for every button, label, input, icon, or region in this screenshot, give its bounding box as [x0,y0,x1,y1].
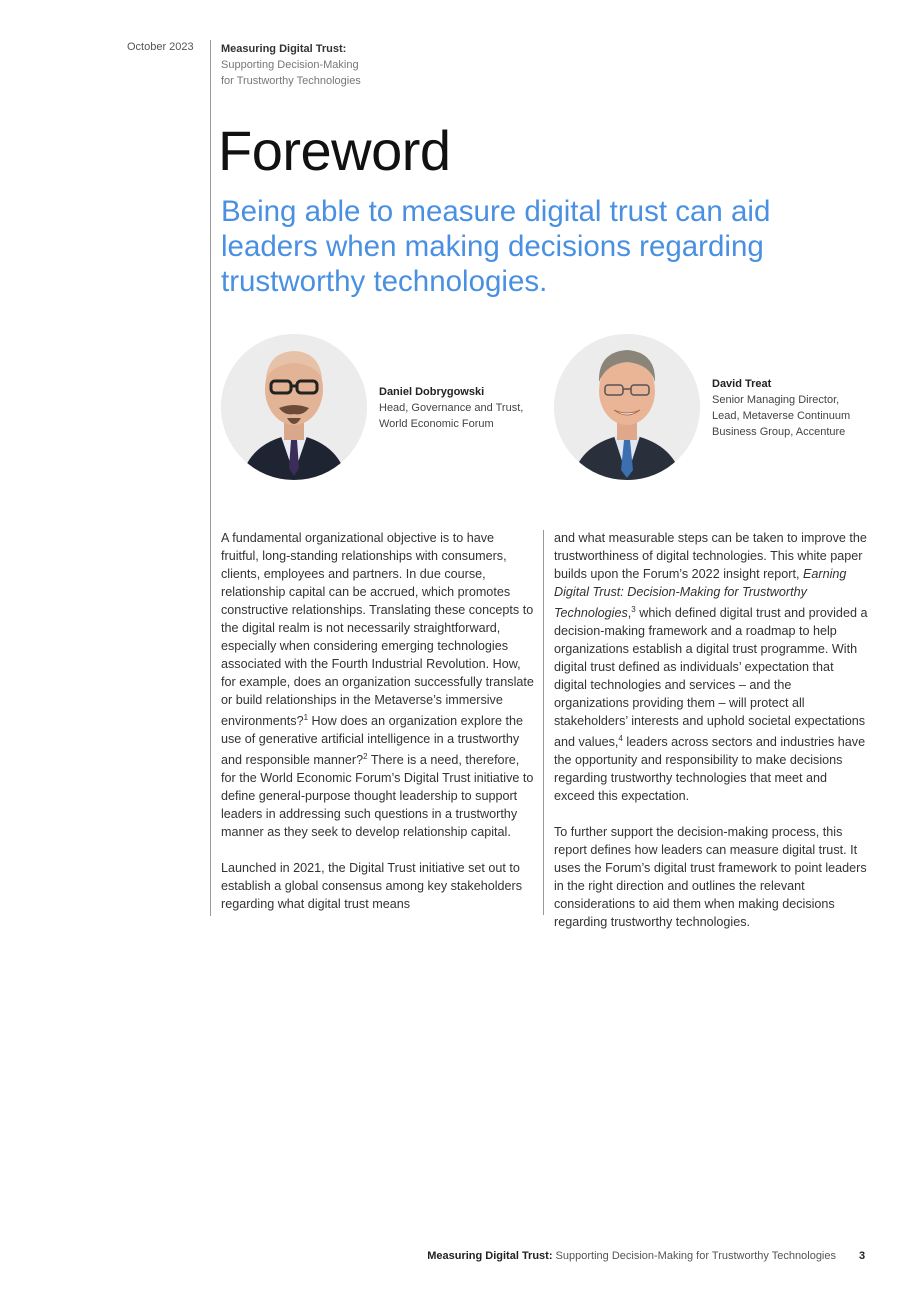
footer-title-bold: Measuring Digital Trust: [427,1250,553,1262]
person-name: David Treat [712,378,772,390]
person-role-line2: Lead, Metaverse Continuum [712,410,851,422]
portrait-daniel-dobrygowski [221,334,367,480]
header-subtitle-line1: Supporting Decision-Making [221,59,359,71]
paragraph: To further support the decision-making process, this report defines how leaders can measure digital trust. It uses the Forum’s digital trust framework to point leaders in the right direction and outlines the relevant considerations to aid them when making decisions regarding trustworthy technologies. [554,825,867,930]
subheading: Being able to measure digital trust can aid leaders when making decisions regarding trustworthy technologies. [221,195,771,298]
footnote-ref: 1 [303,713,309,722]
page-title: Foreword [218,119,451,182]
header-title-bold: Measuring Digital Trust: [221,43,347,55]
footer-title-rest: Supporting Decision-Making for Trustworthy Technologies [552,1250,836,1262]
person-role-line1: Senior Managing Director, [712,394,840,406]
paragraph-text: How does an organization explore the use of generative artificial intelligence in a trustworthy and responsible manner? [221,714,523,768]
footnote-ref: 2 [363,752,368,762]
column-divider [543,530,544,915]
body-column-left [221,529,535,931]
footnote-ref: 4 [618,734,623,744]
header-date: October 2023 [127,41,194,53]
paragraph-text: which defined digital trust and provided a decision-making framework and a roadmap to help organizations establish a digital trust programme. With digital trust defined as individuals’ expectation that digital technologies and services – and the organizations providing them – will protect all stakeholders’ interests and uphold societal expectations and values, [554,606,868,750]
footer-title [427,1250,836,1262]
paragraph-text: leaders across sectors and industries have the opportunity and responsibility to make decisions regarding trustworthy technologies that meet and exceed this expectation. [554,735,866,804]
person-card [712,376,850,440]
paragraph-text: There is a need, therefore, for the World Economic Forum’s Digital Trust initiative to define general-purpose thought leadership to support leaders in addressing such questions in a trustworthy manner as they seek to develop relationship capital. [221,753,534,840]
footnote-ref: 3 [631,605,636,614]
page-number: 3 [859,1250,866,1262]
body-column-right [554,529,868,949]
paragraph-text: and what measurable steps can be taken to improve the trustworthiness of digital technologies. This white paper builds upon the Forum’s 2022 insight report, [554,531,867,581]
person-card [379,384,523,432]
header-title [221,41,361,89]
paragraph-text: , [627,606,632,621]
person-role-line2: World Economic Forum [379,418,494,430]
person-role-line1: Head, Governance and Trust, [379,402,524,414]
paragraph [554,529,868,805]
paragraph: Launched in 2021, the Digital Trust initiative set out to establish a global consensus among key stakeholders regarding what digital trust means [221,861,523,912]
cited-report-title: Earning Digital Trust: Decision-Making for Trustworthy Technologies [554,567,847,621]
person-role-line3: Business Group, Accenture [712,426,846,438]
paragraph-text: A fundamental organizational objective is to have fruitful, long-standing relationships with consumers, clients, employees and partners. In due course, relationship capital can be accrued, which promotes constructive relationships. Translating these concepts to the digital realm is not necessarily straightforward, especially when considering emerging technologies associated with the Fourth Industrial Revolution. How, for example, does an organization successfully translate or build relationships in the Metaverse’s immersive environments? [221,531,534,729]
portrait-david-treat [554,334,700,480]
vertical-rule [210,40,211,916]
paragraph [221,529,535,841]
header-subtitle-line2: for Trustworthy Technologies [221,75,361,87]
person-name: Daniel Dobrygowski [379,386,485,398]
